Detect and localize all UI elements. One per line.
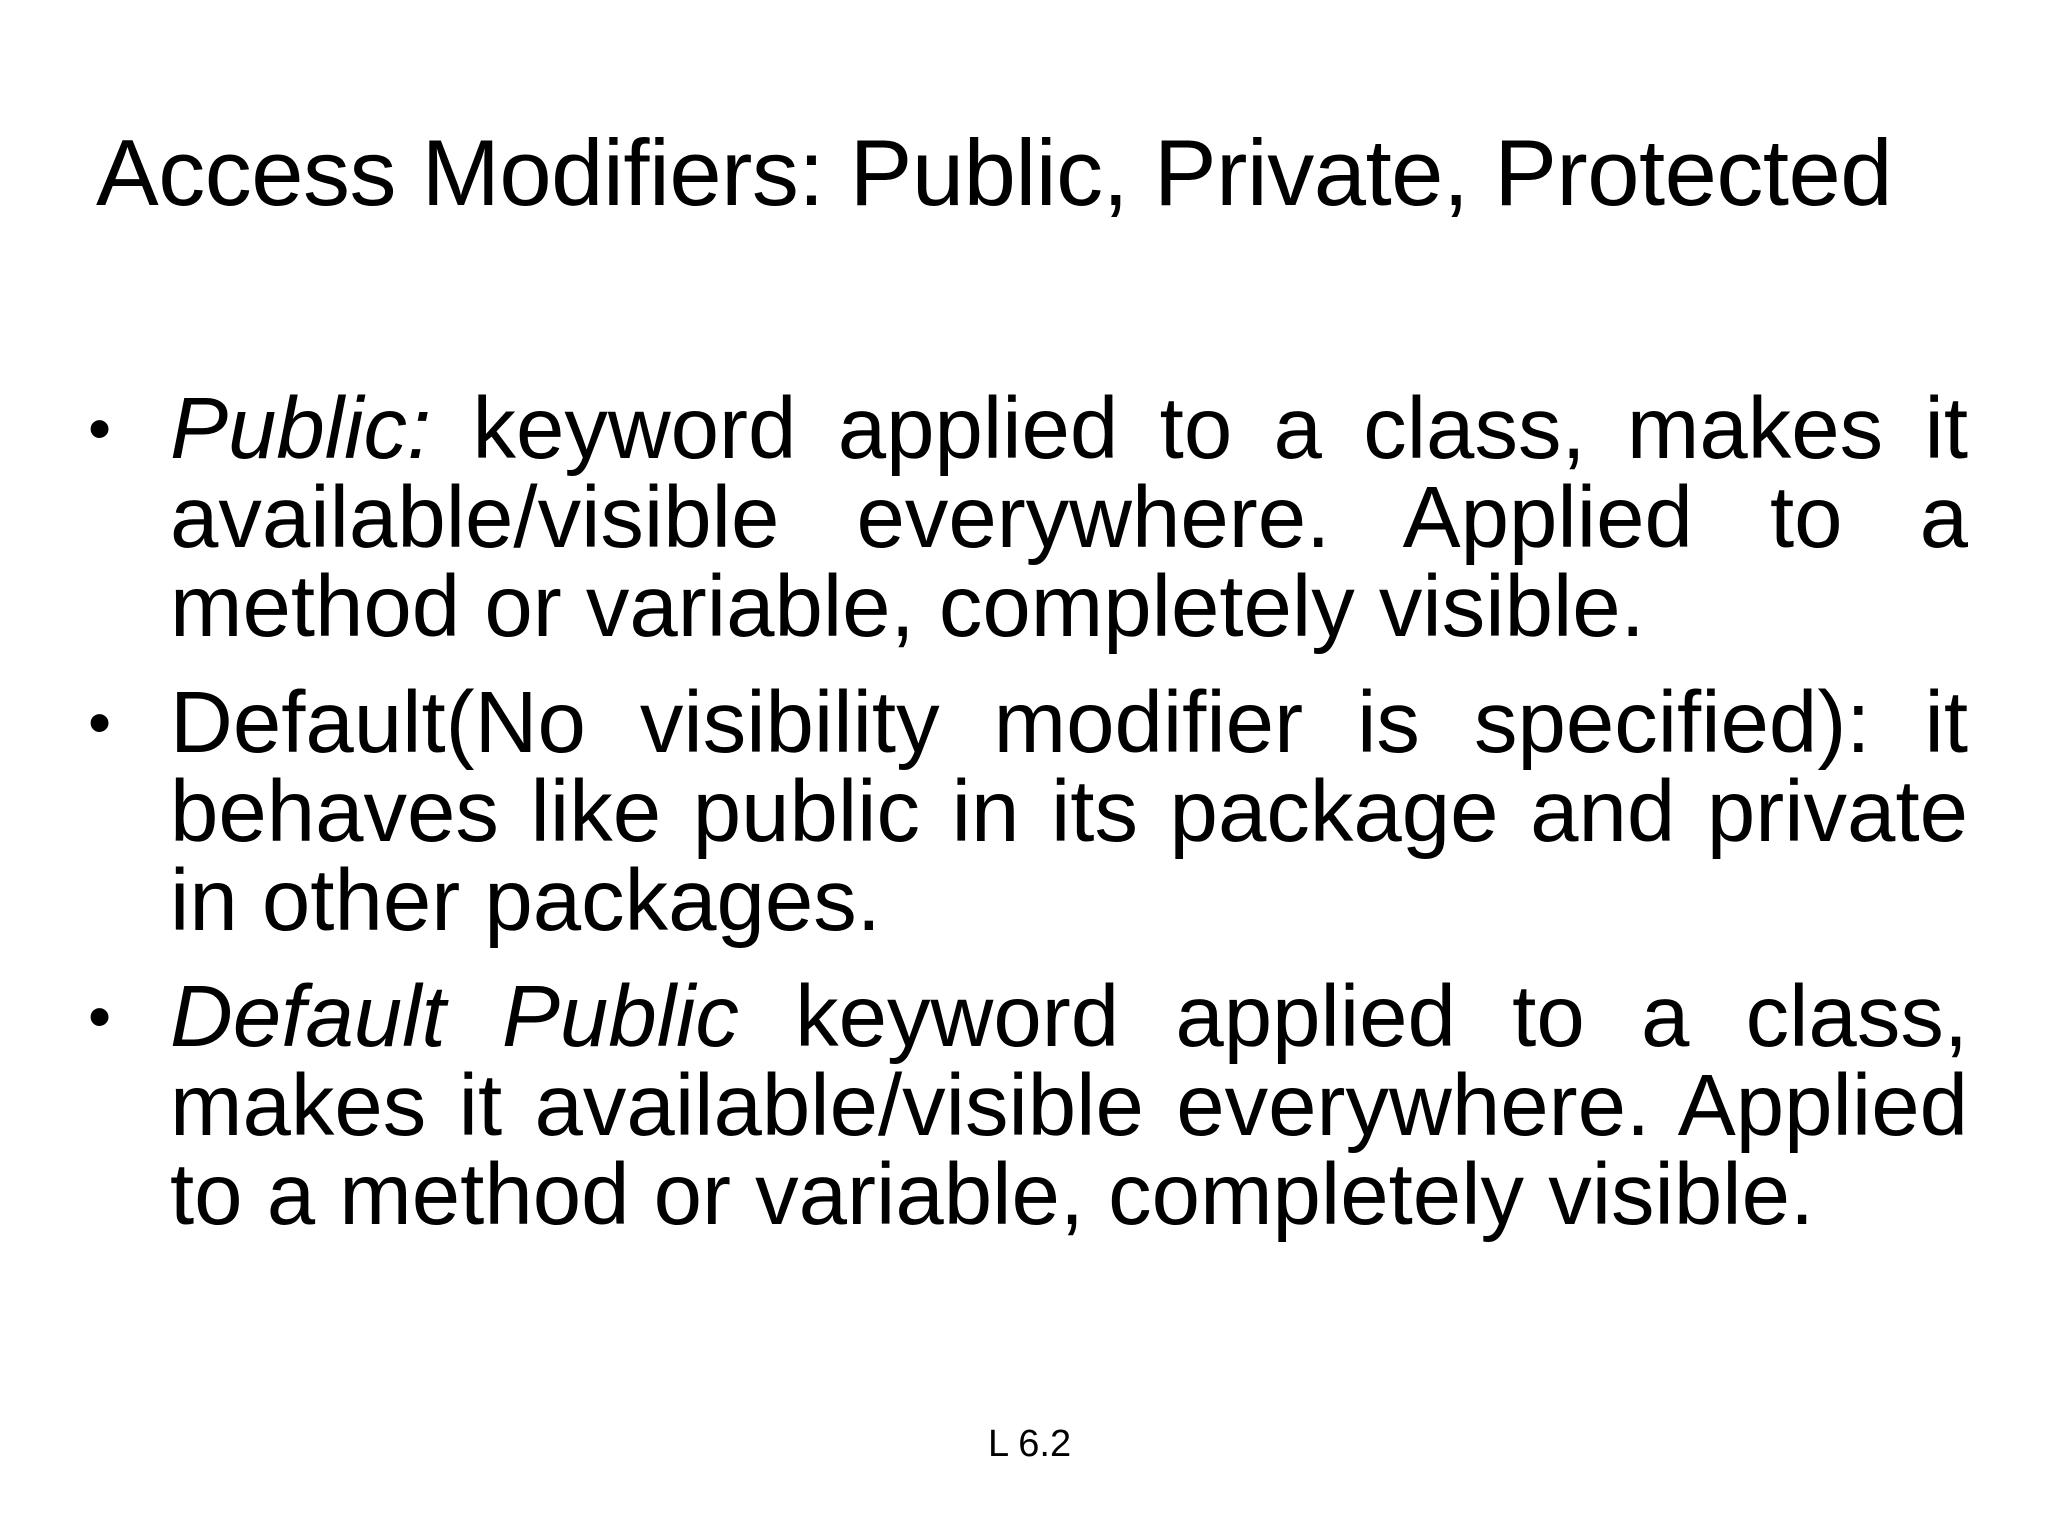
bullet-dot-icon: • [88, 391, 112, 465]
slide-number: L 6.2 [988, 1423, 1072, 1465]
bullet-body-text: keyword applied to a class, makes it available/visible everywhere. Applied to a method or variable, completely visible. [170, 968, 1968, 1243]
bullet-lead-text: Public: [170, 380, 432, 477]
slide-title: Access Modifiers: Public, Private, Protected [96, 120, 1893, 225]
bullet-list [78, 380, 1968, 1266]
bullet-item-default-public [78, 968, 1968, 1243]
bullet-lead-text: Default Public [170, 968, 739, 1065]
bullet-body-text: Default(No visibility modifier is specified): it behaves like public in its package and private in other packages. [170, 674, 1968, 949]
bullet-item-default [78, 674, 1968, 949]
bullet-body-text: keyword applied to a class, makes it available/visible everywhere. Applied to a method or variable, completely visible. [170, 380, 1968, 655]
bullet-item-public [78, 380, 1968, 655]
bullet-dot-icon: • [88, 979, 112, 1053]
bullet-dot-icon: • [88, 685, 112, 759]
